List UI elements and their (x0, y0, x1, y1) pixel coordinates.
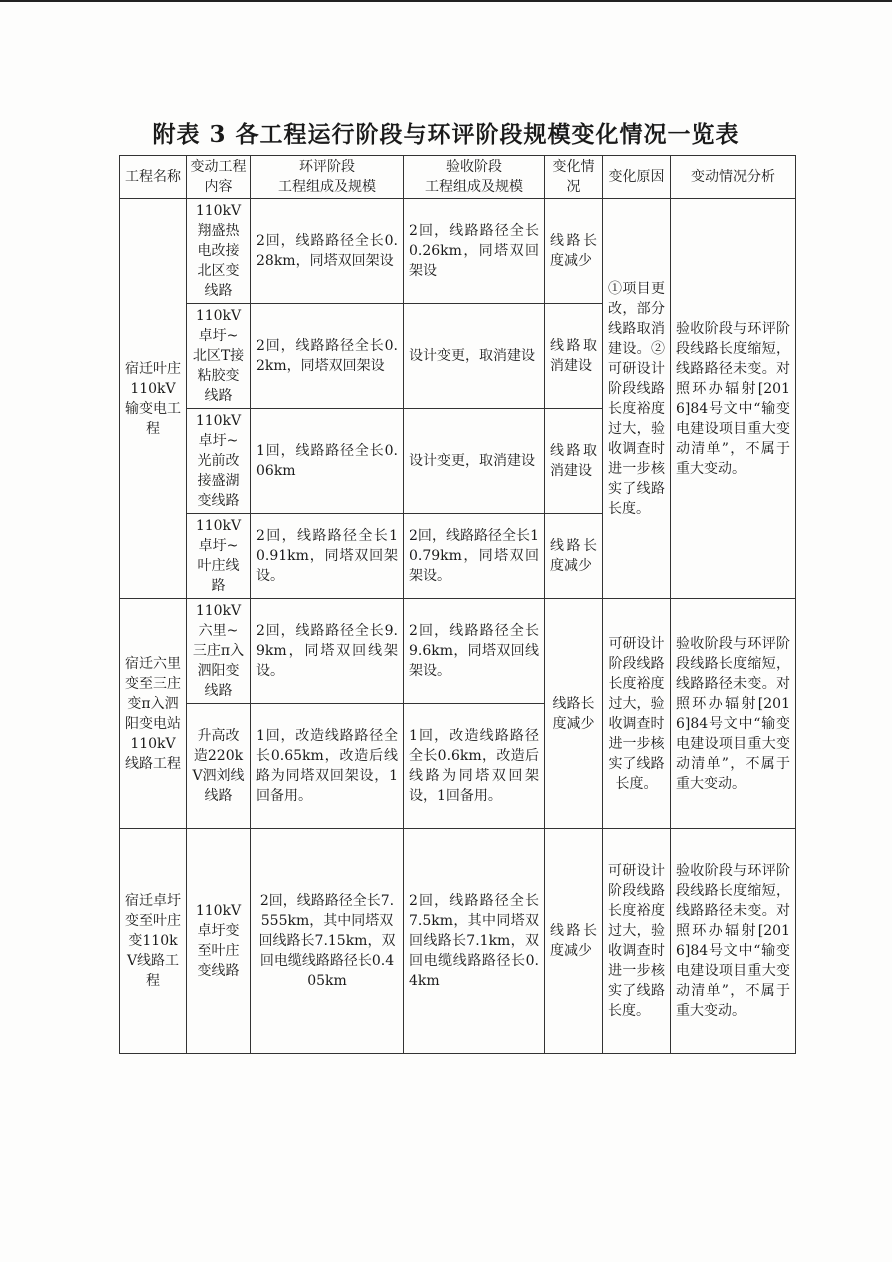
eia-scale-cell: 2回，线路路径全长10.91km，同塔双回架设。 (251, 514, 404, 599)
change-status-cell: 线路长度减少 (545, 199, 603, 304)
eia-scale-cell: 2回，线路路径全长9.9km，同塔双回线架设。 (251, 599, 404, 704)
project-name-cell: 宿迁卓圩变至叶庄变110kV线路工程 (120, 829, 187, 1054)
change-status-cell: 线路取消建设 (545, 409, 603, 514)
change-status-cell: 线路取消建设 (545, 304, 603, 409)
project-name-cell: 宿迁六里变至三庄变π入泗阳变电站110kV线路工程 (120, 599, 187, 829)
change-analysis-cell: 验收阶段与环评阶段线路长度缩短，线路路径未变。对照环办辐射[2016]84号文中“输变电建设项目重大变动清单”，不属于重大变动。 (671, 599, 796, 829)
header-change-analysis: 变动情况分析 (671, 156, 796, 199)
change-item-cell: 110kV卓圩~光前改接盛湖变线路 (187, 409, 251, 514)
change-item-cell: 110kV卓圩~叶庄线路 (187, 514, 251, 599)
change-reason-cell: 可研设计阶段线路长度裕度过大，验收调查时进一步核实了线路长度。 (603, 599, 671, 829)
acceptance-scale-cell: 1回，改造线路路径全长0.6km，改造后线路为同塔双回架设，1回备用。 (404, 704, 545, 829)
change-status-cell: 线路长度减少 (545, 829, 603, 1054)
change-item-cell: 110kV六里~三庄π入泗阳变线路 (187, 599, 251, 704)
table-header-row (120, 156, 796, 199)
change-status-cell: 线路长度减少 (545, 599, 603, 829)
change-reason-cell: ①项目更改，部分线路取消建设。②可研设计阶段线路长度裕度过大，验收调查时进一步核实了线路长度。 (603, 199, 671, 599)
acceptance-scale-cell: 设计变更，取消建设 (404, 304, 545, 409)
change-analysis-cell: 验收阶段与环评阶段线路长度缩短，线路路径未变。对照环办辐射[2016]84号文中“输变电建设项目重大变动清单”，不属于重大变动。 (671, 829, 796, 1054)
change-analysis-cell: 验收阶段与环评阶段线路长度缩短，线路路径未变。对照环办辐射[2016]84号文中“输变电建设项目重大变动清单”，不属于重大变动。 (671, 199, 796, 599)
change-reason-cell: 可研设计阶段线路长度裕度过大，验收调查时进一步核实了线路长度。 (603, 829, 671, 1054)
eia-scale-cell: 1回，改造线路路径全长0.65km，改造后线路为同塔双回架设，1回备用。 (251, 704, 404, 829)
acceptance-scale-cell: 设计变更，取消建设 (404, 409, 545, 514)
scale-change-table (119, 155, 796, 1054)
header-change-status: 变化情况 (545, 156, 603, 199)
table-row (120, 599, 796, 704)
top-border-line (0, 0, 892, 2)
header-change-reason: 变化原因 (603, 156, 671, 199)
acceptance-scale-cell: 2回，线路路径全长10.79km，同塔双回架设。 (404, 514, 545, 599)
header-change-item: 变动工程内容 (187, 156, 251, 199)
header-eia-stage: 环评阶段 工程组成及规模 (251, 156, 404, 199)
project-name-cell: 宿迁叶庄110kV输变电工程 (120, 199, 187, 599)
page-title: 附表 3 各工程运行阶段与环评阶段规模变化情况一览表 (152, 121, 740, 148)
eia-scale-cell: 2回，线路路径全长0.2km，同塔双回架设 (251, 304, 404, 409)
change-status-cell: 线路长度减少 (545, 514, 603, 599)
change-item-cell: 110kV卓圩变至叶庄变线路 (187, 829, 251, 1054)
header-acceptance-stage: 验收阶段 工程组成及规模 (404, 156, 545, 199)
eia-scale-cell: 2回，线路路径全长0.28km，同塔双回架设 (251, 199, 404, 304)
acceptance-scale-cell: 2回，线路路径全长0.26km，同塔双回架设 (404, 199, 545, 304)
table-row (120, 199, 796, 304)
change-item-cell: 升高改造220kV泗刘线线路 (187, 704, 251, 829)
acceptance-scale-cell: 2回，线路路径全长9.6km，同塔双回线架设。 (404, 599, 545, 704)
eia-scale-cell: 2回，线路路径全长7.555km，其中同塔双回线路长7.15km，双回电缆线路路径长0.405km (251, 829, 404, 1054)
change-item-cell: 110kV卓圩~北区T接粘胶变线路 (187, 304, 251, 409)
eia-scale-cell: 1回，线路路径全长0.06km (251, 409, 404, 514)
table-row (120, 829, 796, 1054)
acceptance-scale-cell: 2回，线路路径全长7.5km，其中同塔双回线路长7.1km，双回电缆线路路径长0.4km (404, 829, 545, 1054)
header-project-name: 工程名称 (120, 156, 187, 199)
change-item-cell: 110kV翔盛热电改接北区变线路 (187, 199, 251, 304)
